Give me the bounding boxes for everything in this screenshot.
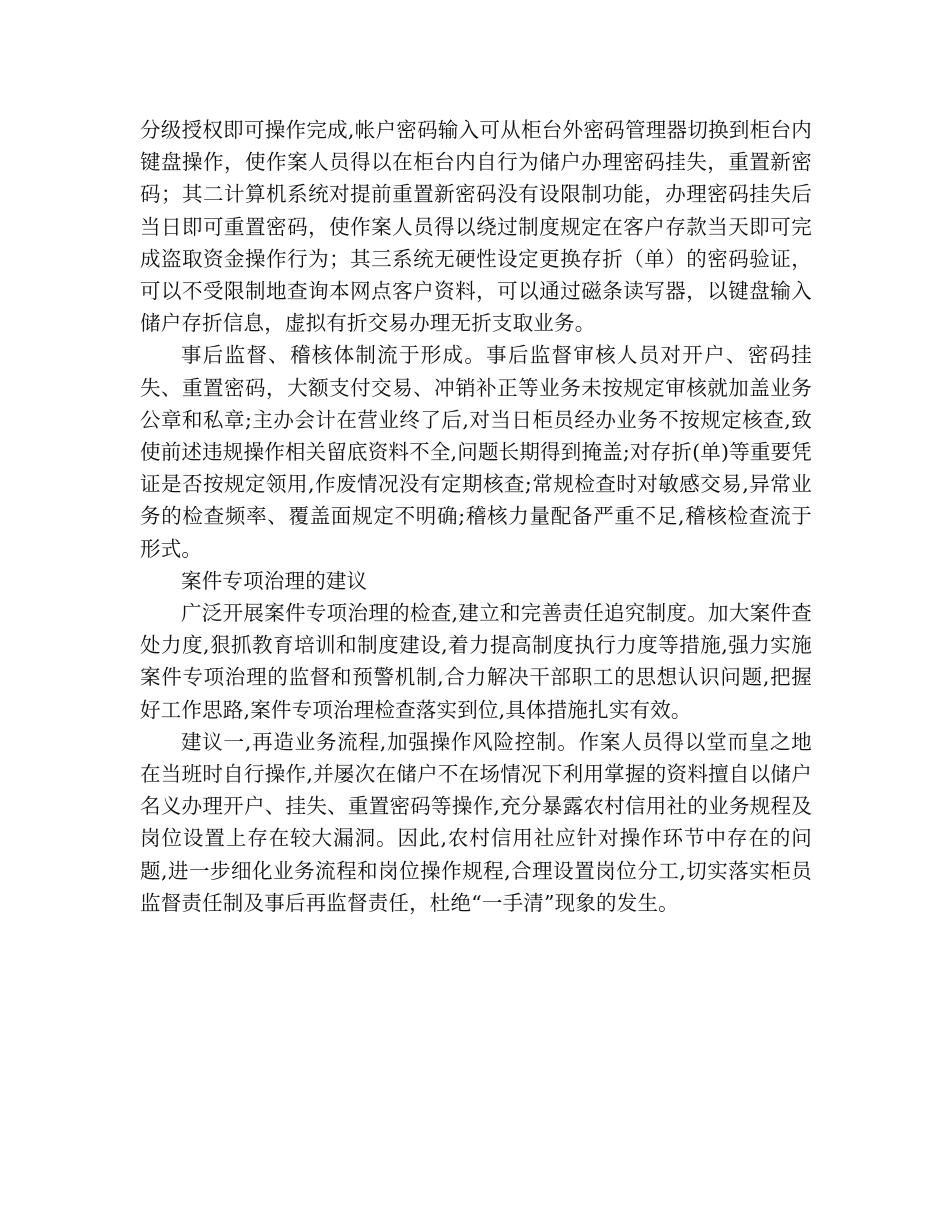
paragraph-special-governance: 广泛开展案件专项治理的检查,建立和完善责任追究制度。加大案件查处力度,狠抓教育培训和制度建设,着力提高制度执行力度等措施,强力实施案件专项治理的监督和预警机制,合力解决干部职工的思想认识问题,把握好工作思路,案件专项治理检查落实到位,具体措施扎实有效。 — [140, 601, 812, 722]
paragraph-recommendation-one: 建议一,再造业务流程,加强操作风险控制。作案人员得以堂而皇之地在当班时自行操作,并屡次在储户不在场情况下利用掌握的资料擅自以储户名义办理开户、挂失、重置密码等操作,充分暴露农村信用社的业务规程及岗位设置上存在较大漏洞。因此,农村信用社应针对操作环节中存在的问题,进一步细化业务流程和岗位操作规程,合理设置岗位分工,切实落实柜员监督责任制及事后再监督责任，杜绝“一手清”现象的发生。 — [140, 729, 812, 915]
paragraph-supervision-audit: 事后监督、稽核体制流于形成。事后监督审核人员对开户、密码挂失、重置密码，大额支付交易、冲销补正等业务未按规定审核就加盖业务公章和私章;主办会计在营业终了后,对当日柜员经办业务不按规定核查,致使前述违规操作相关留底资料不全,问题长期得到掩盖;对存折(单)等重要凭证是否按规定领用,作废情况没有定期核查;常规检查时对敏感交易,异常业务的检查频率、覆盖面规定不明确;稽核力量配备严重不足,稽核检查流于形式。 — [140, 343, 812, 561]
paragraph-system-flaws: 分级授权即可操作完成,帐户密码输入可从柜台外密码管理器切换到柜台内键盘操作，使作案人员得以在柜台内自行为储户办理密码挂失，重置新密码；其二计算机系统对提前重置新密码没有设限制功能，办理密码挂失后当日即可重置密码，使作案人员得以绕过制度规定在客户存款当天即可完成盗取资金操作行为；其三系统无硬性设定更换存折（单）的密码验证，可以不受限制地查询本网点客户资料，可以通过磁条读写器，以键盘输入储户存折信息，虚拟有折交易办理无折支取业务。 — [140, 118, 812, 336]
section-heading-recommendations: 案件专项治理的建议 — [181, 568, 368, 593]
document-body — [140, 114, 812, 919]
